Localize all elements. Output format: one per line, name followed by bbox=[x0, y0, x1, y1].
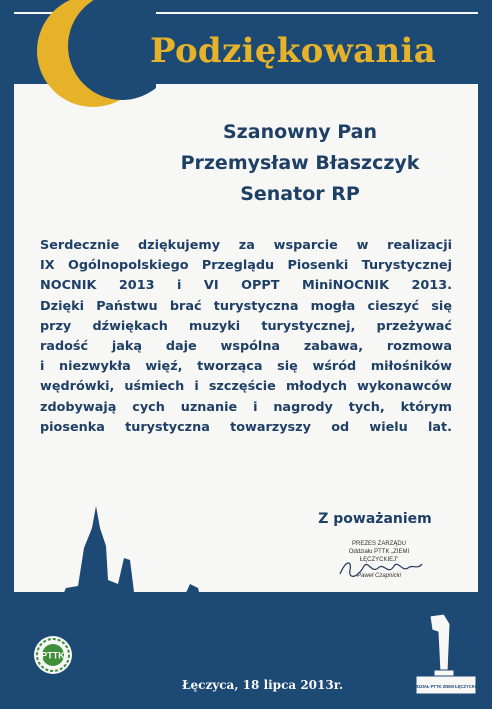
body-line: Dzięki Państwu brać turystyczna mogła cieszyć się bbox=[40, 298, 452, 314]
body-line: radość jaką daje wspólna zabawa, rozmowa bbox=[40, 339, 452, 355]
stamp-title: PREZES ZARZĄDU bbox=[351, 541, 406, 547]
body-line: Serdecznie dziękujemy za wsparcie w realizacji bbox=[40, 238, 452, 253]
stamp-name: Paweł Czapnicki bbox=[356, 573, 402, 579]
body-line: i niezwykła więź, tworząca się wśród miłośników bbox=[40, 359, 452, 375]
body-line: wędrówki, uśmiech i szczęście młodych wykonawców bbox=[40, 379, 452, 395]
addressee-position: Senator RP bbox=[240, 183, 360, 205]
body-line: IX Ogólnopolskiego Przeglądu Piosenki Turystycznej bbox=[40, 258, 452, 274]
body-line: przy dźwiękach muzyki turystycznej, przeżywać bbox=[40, 318, 452, 334]
body-line: NOCNIK 2013 i VI OPPT MiniNOCNIK 2013. bbox=[40, 278, 452, 294]
addressee-name: Przemysław Błaszczyk bbox=[180, 152, 420, 174]
monument-emblem-icon bbox=[410, 610, 482, 696]
closing-text: Z poważaniem bbox=[318, 511, 432, 527]
addressee-block bbox=[170, 117, 430, 210]
stamp-organization: Oddziału PTTK „ZIEMI ŁĘCZYCKIEJ” bbox=[348, 549, 410, 563]
body-line: zdobywają cych uznanie i nagrody tych, którym bbox=[40, 399, 452, 415]
monument-caption: ODDZIAŁ PTTK ZIEMI ŁĘCZYCKIEJ bbox=[410, 684, 482, 689]
pttk-logo-icon bbox=[33, 635, 73, 675]
page-title: Podziękowania bbox=[150, 31, 437, 71]
pttk-logo-text: PTTK bbox=[41, 650, 65, 661]
body-paragraph bbox=[40, 236, 452, 438]
body-line: piosenka turystyczna towarzyszy od wielu lat. bbox=[40, 419, 452, 435]
footer-date: Łęczyca, 18 lipca 2013r. bbox=[182, 678, 344, 692]
crescent-moon-icon bbox=[30, 0, 156, 114]
addressee-salutation: Szanowny Pan bbox=[223, 121, 377, 143]
